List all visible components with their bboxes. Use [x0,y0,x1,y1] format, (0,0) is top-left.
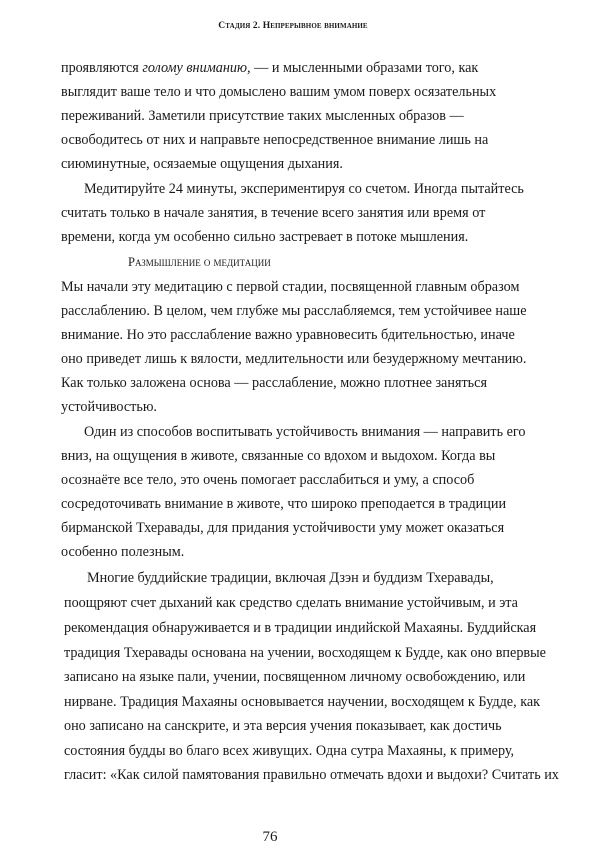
text-line: оно записано на санскрите, и эта версия учения показывает, как достичь [64,718,502,734]
text-line: устойчивостью. [61,399,157,415]
text-line: поощряют счет дыханий как средство сделать внимание устойчивым, и эта [64,595,518,611]
text-line: бирманской Тхеравады, для придания устойчивости уму может оказаться [61,520,505,536]
emphasis-text: голому вниманию, [142,60,251,76]
text-line: записано на языке пали, учении, посвященном личному освобождению, или [64,669,526,685]
text-line: Мы начали эту медитацию с первой стадии, посвященной главным образом [61,279,520,295]
page-number: 76 [262,829,278,845]
text-line: переживаний. Заметили присутствие таких мысленных образов — [61,108,464,124]
text-line: традиция Тхеравады основана на учении, восходящем к Будде, как оно впервые [64,645,546,661]
text-line: расслаблению. В целом, чем глубже мы расслабляемся, тем устойчивее наше [61,303,527,319]
text-line: гласит: «Как силой памятования правильно отмечать вдохи и выдохи? Считать их [64,767,559,783]
text-line: Медитируйте 24 минуты, экспериментируя со счетом. Иногда пытайтесь [84,181,524,197]
text-line: Один из способов воспитывать устойчивость внимания — направить его [84,424,526,440]
text-line: сосредоточивать внимание в животе, что широко преподается в традиции [61,496,507,512]
text-line: выглядит ваше тело и что домыслено вашим умом поверх осязательных [61,84,497,100]
text-line: считать только в начале занятия, в течение всего занятия или время от [61,205,486,221]
text-line: внимание. Но это расслабление важно уравновесить бдительностью, иначе [61,327,515,343]
text-line: Многие буддийские традиции, включая Дзэн и буддизм Тхеравады, [87,570,494,586]
text-line: нирване. Традиция Махаяны основывается научении, восходящем к Будде, как [64,694,541,710]
text-line: времени, когда ум особенно сильно застревает в потоке мышления. [61,229,469,245]
running-header [0,21,600,31]
text-line: рекомендация обнаруживается и в традиции индийской Махаяны. Буддийская [64,620,537,636]
text-line: вниз, на ощущения в животе, связанные со вдохом и выдохом. Когда вы [61,448,496,464]
running-header-title: Стадия 2. Непрерывное внимание [218,21,368,31]
text-line: освободитесь от них и направьте непосредственное внимание лишь на [61,132,489,148]
text-line: состояния будды во благо всех живущих. Одна сутра Махаяны, к примеру, [64,743,515,759]
section-subheading: Размышление о медитации [128,255,271,269]
text-line: оно приведет лишь к вялости, медлительности или безудержному мечтанию. [61,351,527,367]
text-line: сиюминутные, осязаемые ощущения дыхания. [61,156,343,172]
text-line: особенно полезным. [61,544,185,560]
text-line: Как только заложена основа — расслабление, можно плотнее заняться [61,375,487,391]
text-line: проявляются голому вниманию, — и мысленными образами того, как [61,60,479,76]
text-line: осознаёте все тело, это очень помогает расслабиться и уму, а способ [61,472,475,488]
